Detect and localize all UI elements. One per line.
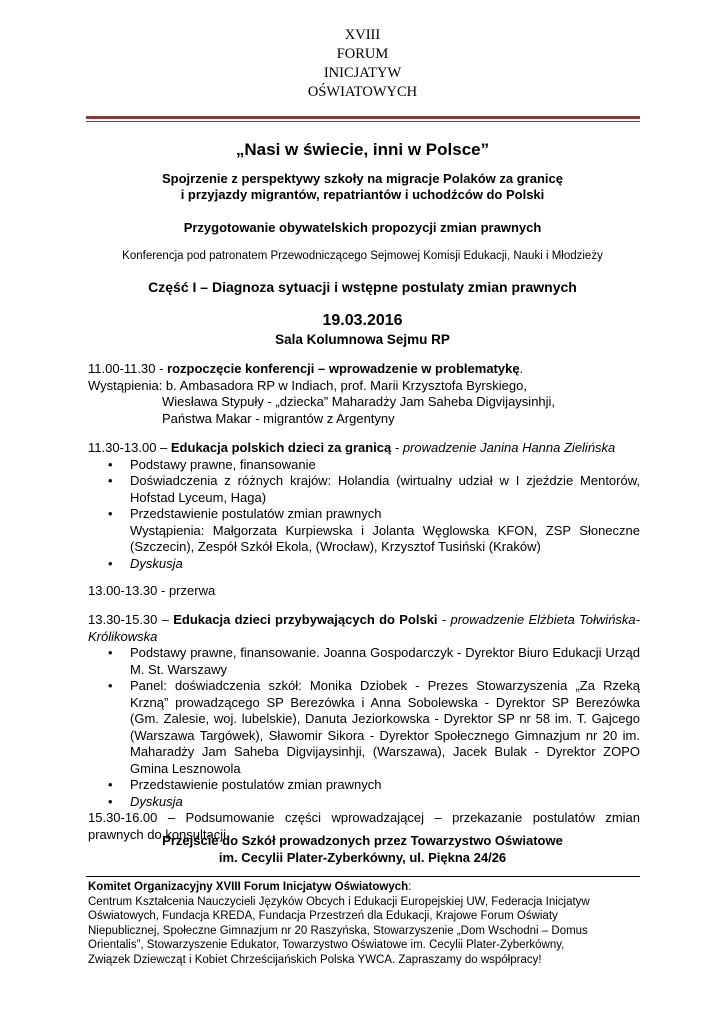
- list-item: [106, 678, 640, 777]
- transfer-note: [0, 833, 725, 866]
- speakers-line: Wystąpienia: b. Ambasadora RP w Indiach, prof. Marii Krzysztofa Byrskiego,: [88, 377, 527, 393]
- list-item: [106, 457, 640, 474]
- break-slot: 13.00-13.30 - przerwa: [88, 583, 216, 598]
- session-agenda-list: [106, 457, 640, 573]
- event-date: 19.03.2016: [322, 312, 403, 329]
- footer-line: Centrum Kształcenia Nauczycieli Języków Obcych i Edukacji Europejskiej UW, Federacja Inicjatyw: [88, 895, 590, 908]
- item-text: Panel: doświadczenia szkół: Monika Dziobek - Prezes Stowarzyszenia „Za Rzeką Krzną” prowadzącego SP Berezówka i Anna Sobolewska - Dyrektor SP Berezówka (Gm. Zalesie, woj. lubelskie), Danuta Jeziorkowska - Dyrektor SP nr 58 im. T. Gajcego (Warszawa Targówek), Sławomir Sikora - Dyrektor Społecznego Gimnazjum nr 20 im. Maharadży Jam Saheba Digvijaysinhji, (Warszawa), Jacek Bulak - Dyrektor ZOPO Gmina Lesznowola: [130, 678, 640, 776]
- punctuation: .: [519, 361, 524, 376]
- speakers-line: Państwa Makar - migrantów z Argentyny: [162, 410, 395, 426]
- footer-divider: [86, 876, 640, 877]
- forum-header: [0, 26, 725, 102]
- bullet-icon: •: [108, 506, 113, 521]
- header-line: OŚWIATOWYCH: [307, 84, 418, 100]
- bullet-icon: •: [108, 555, 113, 571]
- bullet-icon: •: [108, 777, 113, 792]
- session-heading: [88, 440, 640, 457]
- part-heading: Część I – Diagnoza sytuacji i wstępne postulaty zmian prawnych: [148, 279, 577, 295]
- bullet-icon: •: [108, 473, 113, 488]
- organizing-committee: [88, 880, 640, 967]
- item-text: Dyskusja: [130, 555, 183, 571]
- patronage-note: Konferencja pod patronatem Przewodniczącego Sejmowej Komisji Edukacji, Nauki i Młodzieży: [122, 250, 603, 262]
- list-item: [106, 473, 640, 506]
- transfer-line: Przejście do Szkół prowadzonych przez Towarzystwo Oświatowe: [162, 833, 563, 848]
- subtitle-line: i przyjazdy migrantów, repatriantów i uchodźców do Polski: [180, 187, 545, 202]
- item-text: Wystąpienia: Małgorzata Kurpiewska i Jolanta Węglowska KFON, ZSP Słoneczne (Szczecin), Zespół Szkół Ekola, (Wrocław), Krzysztof Tusiński (Kraków): [130, 522, 640, 554]
- bullet-icon: •: [108, 793, 113, 809]
- session-agenda-list: [106, 645, 640, 810]
- item-text: Dyskusja: [130, 793, 183, 809]
- event-venue: Sala Kolumnowa Sejmu RP: [275, 332, 450, 347]
- session-time: 13.30-15.30 –: [88, 612, 174, 627]
- session-heading: [88, 361, 640, 378]
- session-title: rozpoczęcie konferencji – wprowadzenie w problematykę: [167, 361, 520, 376]
- session-moderator: - prowadzenie Elżbieta Tołwińska-Królikowska: [88, 612, 640, 644]
- list-item: [106, 777, 640, 794]
- list-item: [106, 794, 640, 811]
- session-title: Edukacja polskich dzieci za granicą: [170, 440, 392, 455]
- bullet-icon: •: [108, 645, 113, 660]
- list-item: [106, 506, 640, 556]
- item-text: Podstawy prawne, finansowanie: [130, 456, 316, 472]
- conference-goal: Przygotowanie obywatelskich propozycji zmian prawnych: [183, 220, 542, 235]
- conference-title: „Nasi w świecie, inni w Polsce”: [235, 140, 490, 159]
- footer-heading: Komitet Organizacyjny XVIII Forum Inicjatyw Oświatowych: [88, 881, 409, 893]
- item-text: Przedstawienie postulatów zmian prawnych: [130, 777, 382, 792]
- header-line: XVIII: [344, 27, 381, 43]
- conference-subtitle: [0, 171, 725, 203]
- session-time: 11.00-11.30 -: [88, 361, 168, 376]
- footer-line: Niepublicznej, Społeczne Gimnazjum nr 20 Raszyńska, Stowarzyszenie „Dom Wschodni – Domus: [88, 924, 588, 937]
- footer-line: Orientalis”, Stowarzyszenie Edukator, Towarzystwo Oświatowe im. Cecylii Plater-Zyberkówny,: [88, 939, 565, 951]
- session-opening: [88, 361, 640, 427]
- item-text: Przedstawienie postulatów zmian prawnych: [130, 506, 382, 521]
- punctuation: :: [408, 881, 412, 893]
- summary-slot: 15.30-16.00 – Podsumowanie części wprowadzającej – przekazanie postulatów zmian prawnych do konsultacji: [88, 810, 640, 842]
- header-divider-thick: [86, 116, 640, 119]
- header-divider-thin: [86, 121, 640, 122]
- transfer-line: im. Cecylii Plater-Zyberkówny, ul. Piękna 24/26: [218, 849, 507, 865]
- footer-heading-row: [88, 880, 640, 895]
- list-item: [106, 556, 640, 573]
- speakers-line: Wiesława Stypuły - „dziecka” Maharadży Jam Saheba Digvijaysinhji,: [162, 394, 556, 409]
- session-children-arriving: [88, 612, 640, 843]
- subtitle-line: Spojrzenie z perspektywy szkoły na migracje Polaków za granicę: [162, 171, 563, 186]
- session-time: 11.30-13.00 –: [88, 440, 171, 455]
- header-line: INICJATYW: [323, 65, 402, 81]
- footer-line: Związek Dziewcząt i Kobiet Chrześcijańskich Polska YWCA. Zapraszamy do współpracy!: [88, 953, 542, 966]
- bullet-icon: •: [108, 456, 113, 472]
- session-title: Edukacja dzieci przybywających do Polski: [173, 612, 438, 627]
- footer-line: Oświatowych, Fundacja KREDA, Fundacja Przestrzeń dla Edukacji, Krajowe Forum Oświaty: [88, 910, 558, 922]
- item-text: Podstawy prawne, finansowanie. Joanna Gospodarczyk - Dyrektor Biuro Edukacji Urząd M. St. Warszawy: [130, 645, 640, 677]
- item-text: Doświadczenia z różnych krajów: Holandia (wirtualny udział w I zjeździe Mentorów, Hofstad Lyceum, Haga): [130, 473, 640, 505]
- session-moderator: - prowadzenie Janina Hanna Zielińska: [391, 440, 616, 455]
- list-item: [106, 645, 640, 678]
- session-polish-children-abroad: [88, 440, 640, 572]
- session-heading: [88, 612, 640, 645]
- header-line: FORUM: [336, 46, 389, 62]
- bullet-icon: •: [108, 678, 113, 693]
